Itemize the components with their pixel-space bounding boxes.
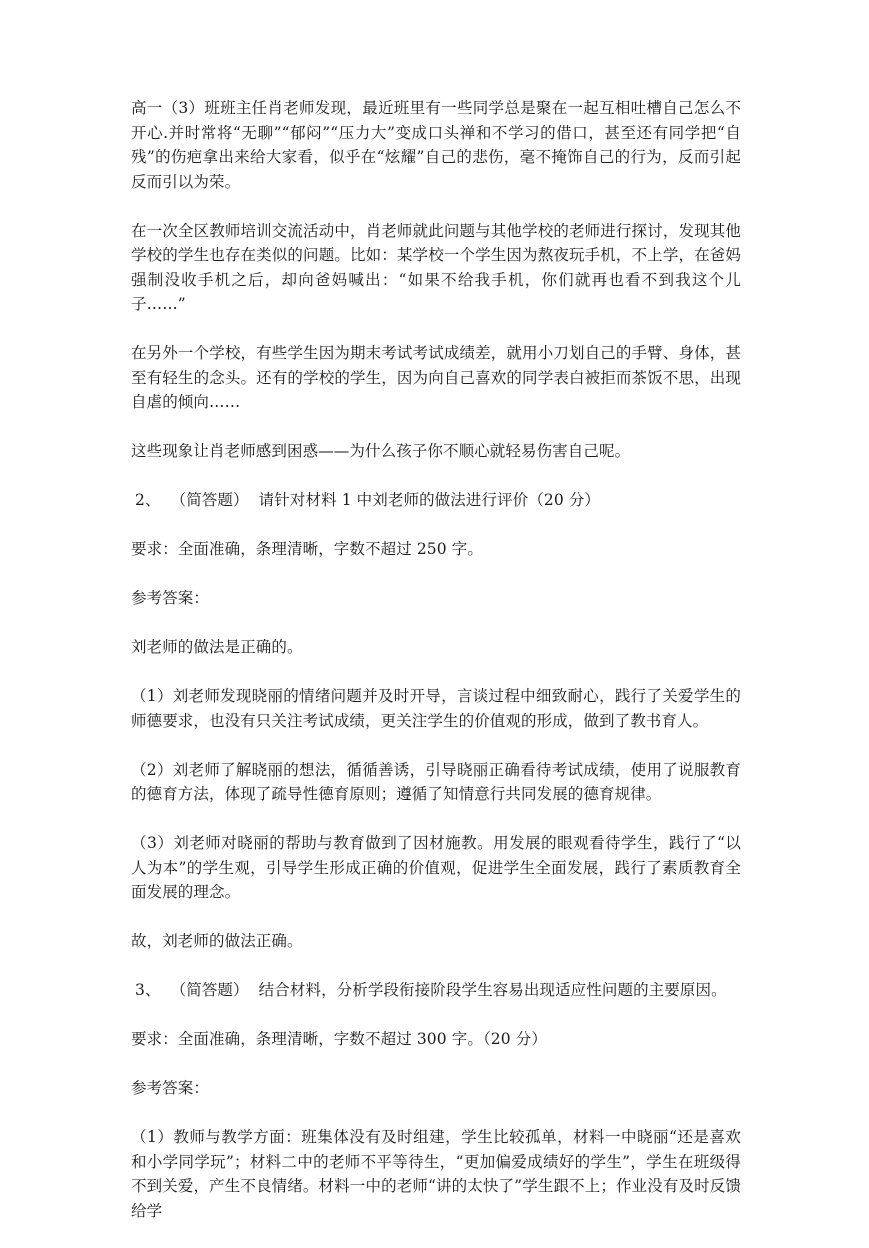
question-2-answer-label: 参考答案： — [131, 589, 210, 607]
question-3-answer-point-1: （1）教师与教学方面：班集体没有及时组建，学生比较孤单，材料一中晓丽“还是喜欢和小学同学玩”；材料二中的老师不平等待生，“更加偏爱成绩好的学生”，学生在班级得不到关爱，产生不良情绪。材料一中的老师“讲的太快了”学生跟不上；作业没有及时反馈给学 — [131, 1128, 741, 1220]
question-3-requirement: 要求：全面准确，条理清晰，字数不超过 300 字。（20 分） — [131, 1030, 547, 1048]
document-body — [131, 96, 741, 1248]
question-2-answer-point-1: （1）刘老师发现晓丽的情绪问题并及时开导，言谈过程中细致耐心，践行了关爱学生的师德要求，也没有只关注考试成绩，更关注学生的价值观的形成，做到了教书育人。 — [131, 687, 741, 730]
material-paragraph-training: 在一次全区教师培训交流活动中，肖老师就此问题与其他学校的老师进行探讨，发现其他学校的学生也存在类似的问题。比如：某学校一个学生因为熬夜玩手机，不上学，在爸妈强制没收手机之后，却向爸妈喊出：“如果不给我手机，你们就再也看不到我这个儿子……” — [131, 221, 741, 313]
question-2-answer-point-2: （2）刘老师了解晓丽的想法，循循善诱，引导晓丽正确看待考试成绩，使用了说服教育的德育方法，体现了疏导性德育原则；遵循了知情意行共同发展的德育规律。 — [131, 760, 741, 803]
material-paragraph-intro: 高一（3）班班主任肖老师发现，最近班里有一些同学总是聚在一起互相吐槽自己怎么不开心.并时常将“无聊”“郁闷”“压力大”变成口头禅和不学习的借口，甚至还有同学把“自残”的伤疤拿出来给大家看，似乎在“炫耀”自己的悲伤，毫不掩饰自己的行为，反而引起反而引以为荣。 — [131, 99, 741, 191]
question-2-answer-point-3: （3）刘老师对晓丽的帮助与教育做到了因材施教。用发展的眼观看待学生，践行了“以人为本”的学生观，引导学生形成正确的价值观，促进学生全面发展，践行了素质教育全面发展的理念。 — [131, 834, 741, 901]
question-2-requirement: 要求：全面准确，条理清晰，字数不超过 250 字。 — [131, 540, 483, 558]
question-2-heading: 2、 （简答题） 请针对材料 1 中刘老师的做法进行评价（20 分） — [135, 491, 601, 509]
material-paragraph-confusion: 这些现象让肖老师感到困惑——为什么孩子你不顺心就轻易伤害自己呢。 — [131, 442, 631, 460]
question-2-answer-conclusion: 刘老师的做法是正确的。 — [131, 638, 303, 656]
question-3-answer-label: 参考答案： — [131, 1079, 210, 1097]
material-paragraph-other-school: 在另外一个学校，有些学生因为期末考试考试成绩差，就用小刀划自己的手臂、身体，甚至有轻生的念头。还有的学校的学生，因为向自己喜欢的同学表白被拒而茶饭不思，出现自虐的倾向…… — [131, 344, 741, 411]
question-3-heading: 3、 （简答题） 结合材料，分析学段衔接阶段学生容易出现适应性问题的主要原因。 — [135, 981, 727, 999]
question-2-answer-summary: 故，刘老师的做法正确。 — [131, 932, 303, 950]
